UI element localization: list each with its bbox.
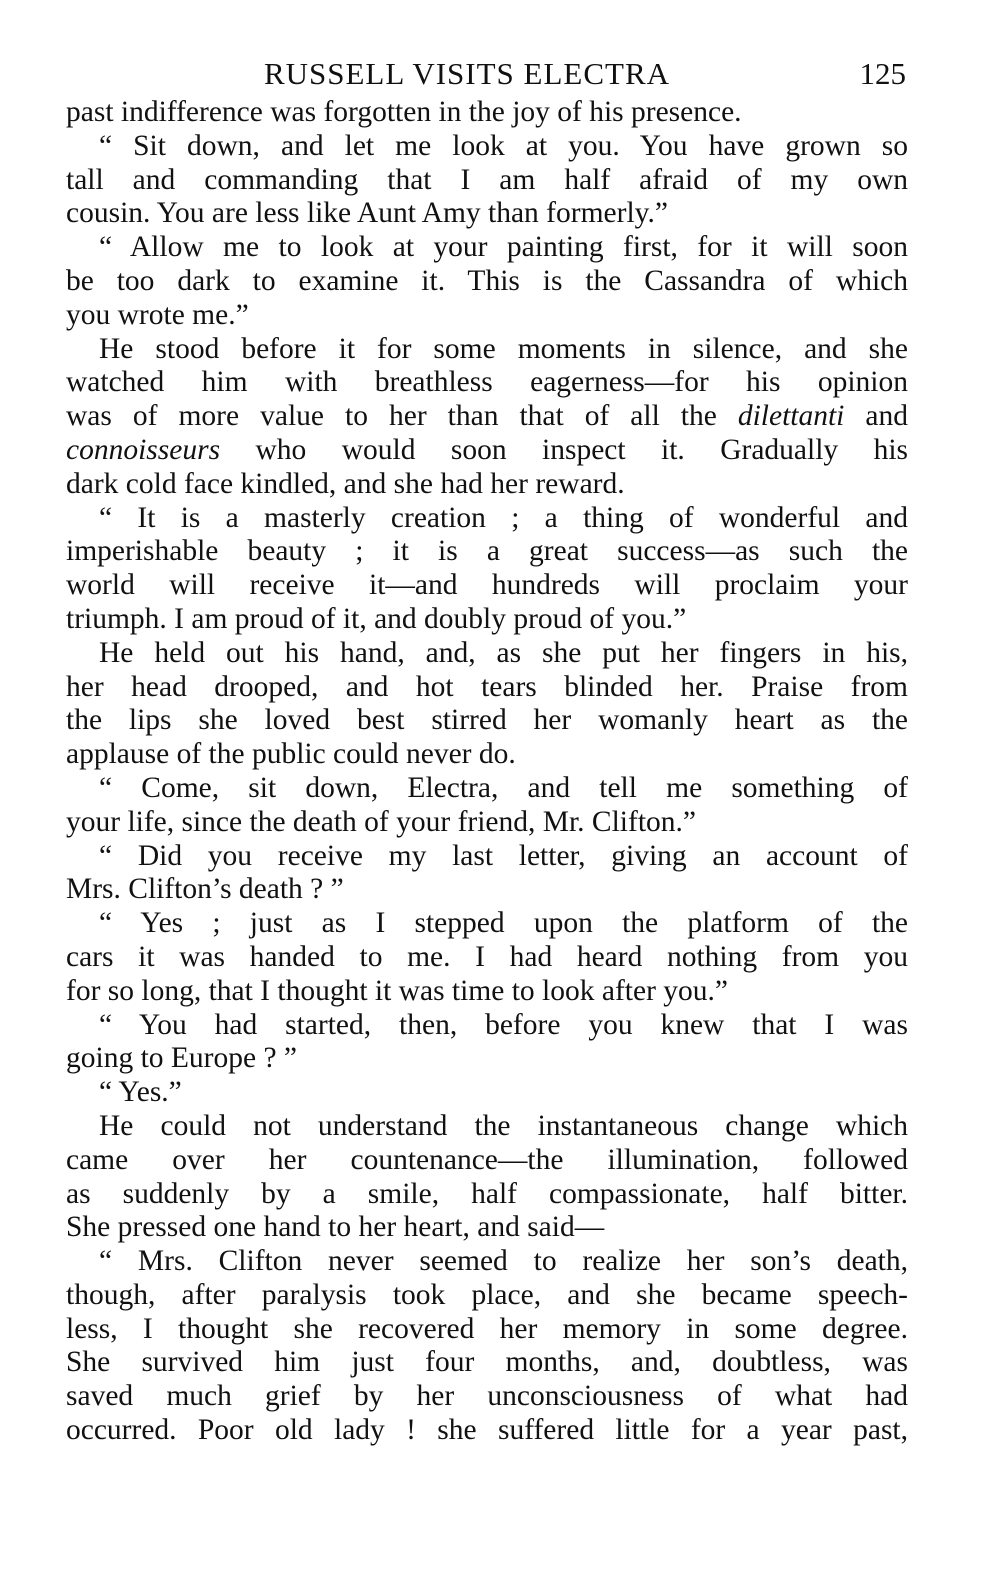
text-line: imperishable beauty ; it is a great success—as such the bbox=[66, 535, 908, 568]
text-line: “ Come, sit down, Electra, and tell me something of bbox=[99, 771, 908, 804]
text-line: “ Did you receive my last letter, giving an account of bbox=[99, 839, 908, 872]
text-line: tall and commanding that I am half afraid of my own bbox=[66, 163, 908, 196]
text-line: saved much grief by her unconsciousness of what had bbox=[66, 1380, 908, 1413]
text-line: world will receive it—and hundreds will proclaim your bbox=[66, 569, 908, 602]
text-line: “ Sit down, and let me look at you. You have grown so bbox=[99, 129, 908, 162]
text-line: He held out his hand, and, as she put her fingers in his, bbox=[99, 636, 908, 669]
text-line: less, I thought she recovered her memory in some degree. bbox=[66, 1312, 908, 1345]
text-line: her head drooped, and hot tears blinded her. Praise from bbox=[66, 670, 908, 703]
body-text bbox=[66, 96, 908, 1448]
text-line: triumph. I am proud of it, and doubly proud of you.” bbox=[66, 602, 687, 635]
text-line: cousin. You are less like Aunt Amy than formerly.” bbox=[66, 197, 668, 230]
text-line: past indifference was forgotten in the joy of his presence. bbox=[66, 96, 742, 128]
text-line: though, after paralysis took place, and she became speech- bbox=[66, 1278, 908, 1311]
text-segment: who would soon inspect it. Gradually his bbox=[220, 433, 908, 466]
text-line: the lips she loved best stirred her womanly heart as the bbox=[66, 704, 908, 737]
text-line: came over her countenance—the illumination, followed bbox=[66, 1143, 908, 1176]
text-line: “ You had started, then, before you knew that I was bbox=[99, 1008, 908, 1041]
text-line: for so long, that I thought it was time to look after you.” bbox=[66, 974, 728, 1007]
text-line: dark cold face kindled, and she had her reward. bbox=[66, 467, 625, 500]
text-line: He could not understand the instantaneous change which bbox=[99, 1109, 908, 1142]
text-line: be too dark to examine it. This is the Cassandra of which bbox=[66, 264, 908, 297]
text-line: “ Yes.” bbox=[99, 1076, 182, 1109]
text-line: you wrote me.” bbox=[66, 298, 249, 331]
text-line: cars it was handed to me. I had heard nothing from you bbox=[66, 940, 908, 973]
text-line: “ Allow me to look at your painting first, for it will soon bbox=[99, 231, 908, 264]
italic-word: connoisseurs bbox=[66, 433, 221, 466]
text-line: going to Europe ? ” bbox=[66, 1042, 298, 1075]
text-line: as suddenly by a smile, half compassionate, half bitter. bbox=[66, 1177, 908, 1210]
text-segment: was of more value to her than that of all the bbox=[66, 400, 738, 433]
text-line: He stood before it for some moments in silence, and she bbox=[99, 332, 908, 365]
text-line bbox=[66, 400, 908, 434]
text-line: your life, since the death of your friend, Mr. Clifton.” bbox=[66, 805, 696, 838]
text-line: “ Mrs. Clifton never seemed to realize her son’s death, bbox=[99, 1245, 908, 1278]
text-line: “ It is a masterly creation ; a thing of wonderful and bbox=[99, 501, 908, 534]
italic-word: dilettanti bbox=[737, 400, 845, 433]
text-line: occurred. Poor old lady ! she suffered little for a year past, bbox=[66, 1414, 908, 1447]
text-line: Mrs. Clifton’s death ? ” bbox=[66, 873, 344, 906]
book-page bbox=[66, 52, 908, 1448]
text-line: “ Yes ; just as I stepped upon the platform of the bbox=[99, 907, 908, 940]
text-segment: and bbox=[844, 400, 908, 433]
page-number: 125 bbox=[859, 56, 906, 91]
text-line: applause of the public could never do. bbox=[66, 738, 516, 771]
text-line: She pressed one hand to her heart, and said— bbox=[66, 1211, 605, 1244]
running-title: RUSSELL VISITS ELECTRA bbox=[263, 56, 671, 91]
text-line: She survived him just four months, and, doubtless, was bbox=[66, 1346, 908, 1379]
text-line bbox=[66, 434, 908, 468]
text-line: watched him with breathless eagerness—for his opinion bbox=[66, 366, 908, 399]
running-head bbox=[66, 52, 908, 96]
